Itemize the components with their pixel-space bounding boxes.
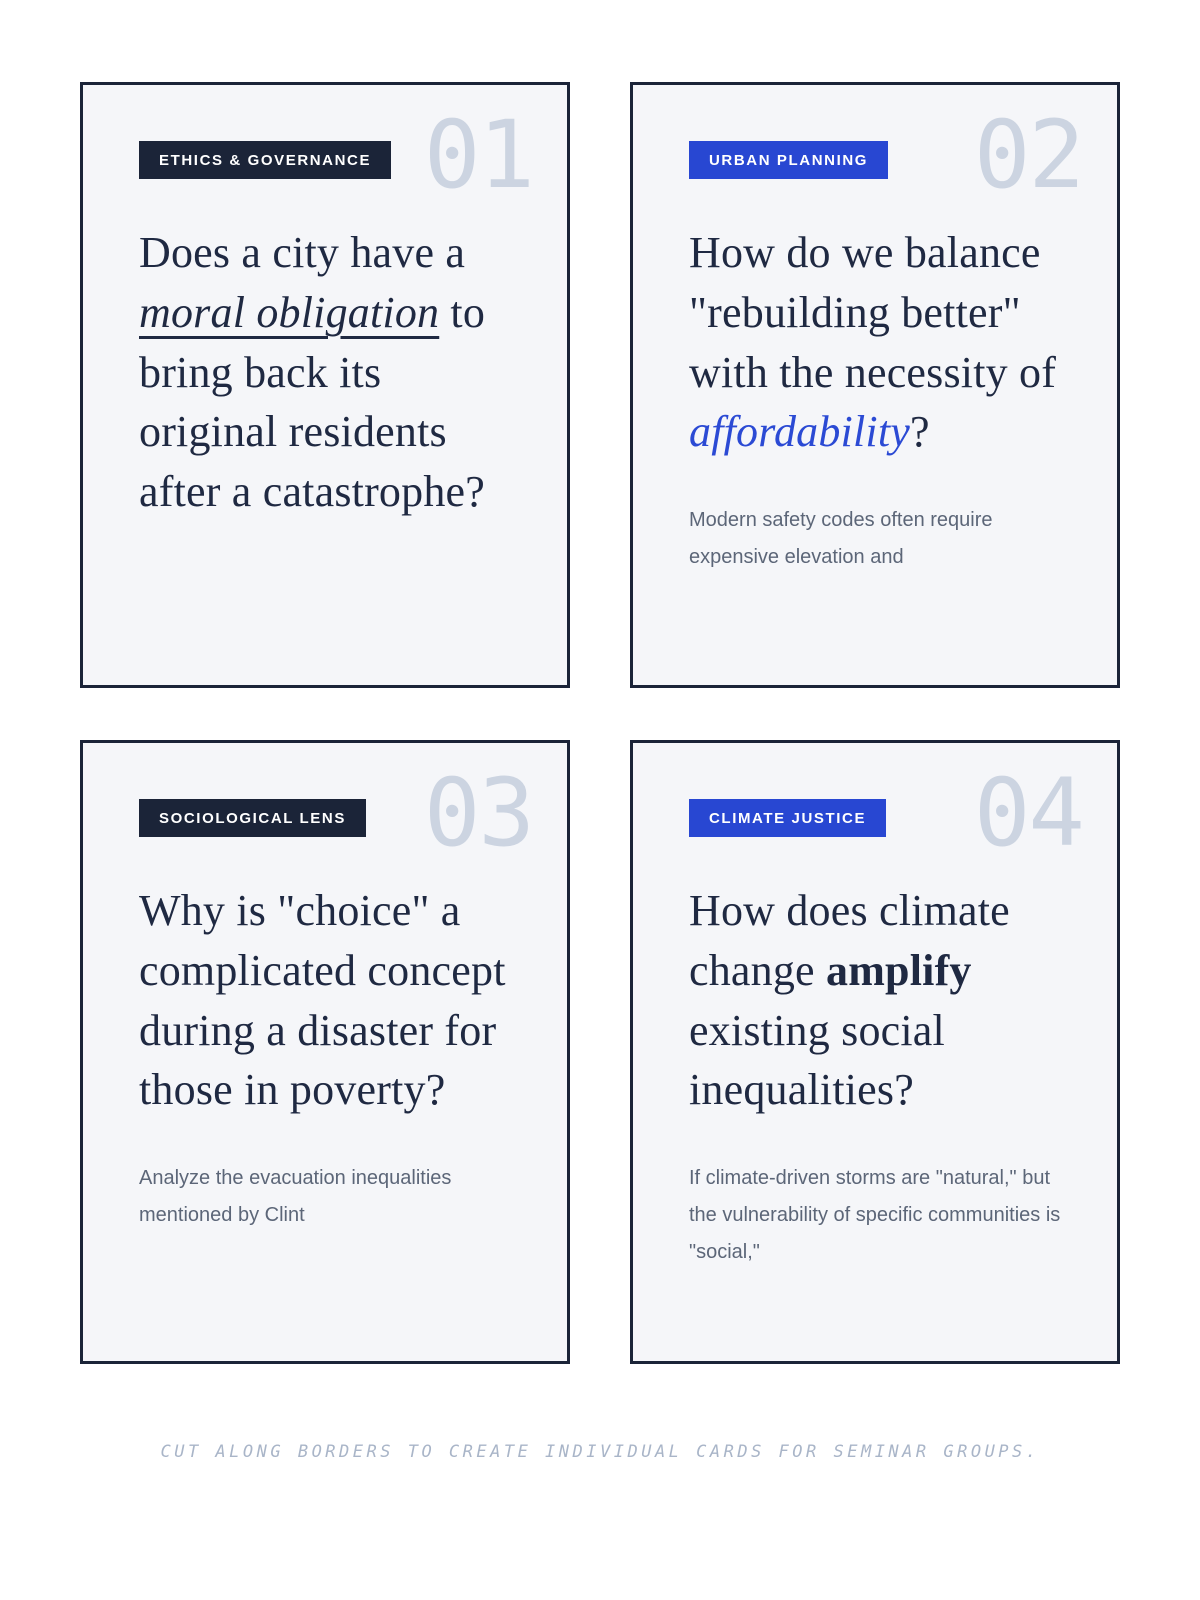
question-prefix: How does climate change [689,886,1010,995]
category-badge: ETHICS & GOVERNANCE [139,141,391,179]
category-badge: CLIMATE JUSTICE [689,799,886,837]
question-suffix: ? [909,407,930,457]
question-prefix: Does a city have a [139,228,466,277]
category-badge: SOCIOLOGICAL LENS [139,799,366,837]
question-emphasis: amplify [826,945,972,995]
question-prefix: Why is "choice" a complicated concept during a disaster for those in poverty? [139,886,506,1115]
question-emphasis: affordability [689,407,910,457]
cards-grid [80,82,1120,1364]
card-number: 03 [423,759,533,868]
discussion-card-1 [80,82,570,688]
discussion-card-4 [630,740,1120,1364]
question-emphasis: moral obligation [139,287,440,337]
cut-instruction-note: CUT ALONG BORDERS TO CREATE INDIVIDUAL CARDS FOR SEMINAR GROUPS. [160,1442,1040,1462]
card-body-text: Analyze the evacuation inequalities mentioned by Clint [139,1167,452,1227]
card-number: 02 [973,101,1083,210]
card-number: 04 [973,759,1083,868]
question-text [139,881,511,1120]
question-text [689,223,1061,462]
question-text [689,881,1061,1120]
question-suffix: existing social inequalities? [689,1005,945,1115]
card-body-text: Modern safety codes often require expensive elevation and [689,509,993,569]
question-prefix: How do we balance "rebuilding better" with the necessity of [689,228,1057,397]
discussion-card-3 [80,740,570,1364]
discussion-card-2 [630,82,1120,688]
category-badge: URBAN PLANNING [689,141,888,179]
card-body-text: If climate-driven storms are "natural," but the vulnerability of specific communities is "social," [689,1167,1061,1264]
question-suffix: to bring back its original residents after a catastrophe? [139,287,486,517]
card-number: 01 [423,101,533,210]
question-text [139,223,511,522]
